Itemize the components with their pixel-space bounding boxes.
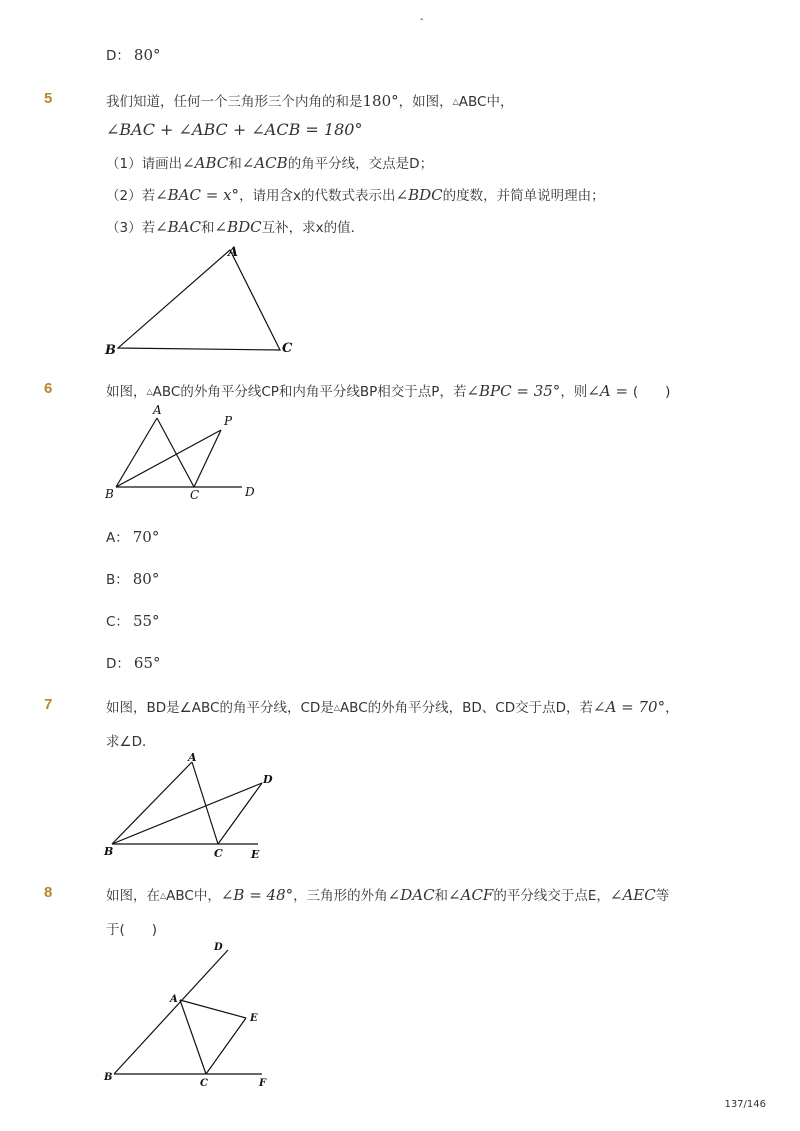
option-value: 80° [132, 570, 160, 588]
q6-text: 如图， [106, 384, 147, 400]
q8-text: 和 [434, 888, 449, 904]
triangle-symbol-icon: △ [452, 97, 459, 106]
q5-text: ABC中， [458, 94, 514, 110]
q6-text: ( ) [632, 384, 671, 400]
point-label-f: F [259, 1078, 267, 1089]
q6-figure [100, 400, 270, 502]
line-ce [206, 1018, 246, 1074]
q5-math: ∠BAC [155, 218, 201, 236]
point-label-c: C [282, 341, 293, 356]
q5-equation: ∠BAC + ∠ABC + ∠ACB = 180° [106, 120, 363, 139]
q8-stem [106, 884, 669, 904]
point-label-a: A [228, 245, 239, 260]
point-label-a: A [188, 751, 197, 764]
point-label-c: C [214, 847, 223, 860]
q7-figure [100, 750, 273, 862]
q7-stem [106, 696, 679, 716]
point-label-d: D [214, 942, 223, 953]
q7-line2: 求∠D． [106, 734, 156, 750]
q5-text: ，请用含x的代数式表示出 [239, 188, 396, 204]
q8-text: ABC中， [166, 888, 221, 904]
q8-math: ∠ACF [448, 886, 494, 904]
q7-text: 如图，BD是∠ABC的角平分线，CD是 [106, 700, 334, 716]
triangle-abc [118, 250, 280, 350]
q5-math: 180° [362, 92, 399, 110]
point-label-e: E [251, 848, 260, 861]
q6-option-c[interactable] [106, 610, 160, 630]
q8-figure [100, 938, 280, 1090]
q7-math: ∠A = 70° [593, 698, 666, 716]
point-label-b: B [104, 1072, 113, 1083]
q8-math: ∠B = 48° [220, 886, 294, 904]
line-ba [112, 762, 192, 844]
q6-math: ∠BPC = 35° [466, 382, 561, 400]
point-label-a: A [170, 994, 178, 1005]
triangle-symbol-icon: △ [160, 891, 167, 900]
triangle-symbol-icon: △ [146, 387, 153, 396]
point-label-d: D [245, 485, 255, 499]
question-number-5: 5 [44, 90, 53, 107]
q5-text: （2）若 [106, 188, 156, 204]
option-label: A： [106, 530, 129, 546]
q5-text: ，如图， [398, 94, 453, 110]
point-label-c: C [190, 488, 200, 502]
point-label-c: C [200, 1078, 208, 1089]
question-number-7: 7 [44, 696, 53, 713]
question-number-6: 6 [44, 380, 53, 397]
q6-text: ，则 [560, 384, 588, 400]
q5-math: ∠ABC [182, 154, 229, 172]
q6-option-d[interactable] [106, 652, 161, 672]
q8-line2: 于( ) [106, 922, 158, 938]
q5-triangle-figure [100, 238, 300, 360]
q8-text: ，三角形的外角 [293, 888, 388, 904]
q6-option-a[interactable] [106, 526, 159, 546]
top-mark: - [420, 14, 424, 25]
point-label-b: B [105, 487, 114, 501]
q6-math: ∠A = [587, 382, 633, 400]
q5-text: （1）请画出 [106, 156, 183, 172]
q6-option-b[interactable] [106, 568, 159, 588]
question-number-8: 8 [44, 884, 53, 901]
q5-text: 的角平分线，交点是D； [287, 156, 434, 172]
q5-math: ∠ACB [241, 154, 288, 172]
q7-text: ， [665, 700, 679, 716]
q5-math: ∠BAC = x° [155, 186, 240, 204]
prev-option-d [106, 44, 161, 64]
q5-text: 和 [228, 156, 242, 172]
option-value: 80° [133, 46, 161, 64]
point-label-e: E [250, 1013, 258, 1024]
option-label: C： [106, 614, 129, 630]
triangle-symbol-icon: △ [333, 703, 340, 712]
page-counter: 137/146 [724, 1099, 766, 1110]
q6-stem [106, 380, 670, 400]
line-cp [194, 430, 221, 487]
q7-text: ABC的外角平分线，BD、CD交于点D，若 [339, 700, 593, 716]
point-label-b: B [105, 343, 116, 358]
q5-line1 [106, 90, 513, 110]
line-bd [114, 950, 228, 1074]
option-label: D： [106, 48, 130, 64]
q8-math: ∠AEC [609, 886, 656, 904]
option-value: 55° [132, 612, 160, 630]
line-ba [116, 418, 157, 487]
option-label: D： [106, 656, 130, 672]
line-ac [157, 418, 194, 487]
q5-text: （3）若 [106, 220, 156, 236]
q5-math: ∠BDC [214, 218, 262, 236]
option-value: 70° [132, 528, 160, 546]
q5-part3 [106, 216, 364, 236]
point-label-d: D [263, 773, 273, 786]
option-value: 65° [133, 654, 161, 672]
option-label: B： [106, 572, 129, 588]
q8-math: ∠DAC [387, 886, 435, 904]
q5-text: 的度数，并简单说明理由； [442, 188, 605, 204]
q5-part2 [106, 184, 605, 204]
point-label-b: B [104, 845, 114, 858]
line-ae [180, 1000, 246, 1018]
line-ac [180, 1000, 206, 1074]
q8-text: 的平分线交于点E， [493, 888, 610, 904]
q6-text: ABC的外角平分线CP和内角平分线BP相交于点P，若 [152, 384, 467, 400]
q5-text: 我们知道，任何一个三角形三个内角的和是 [106, 94, 363, 110]
point-label-p: P [224, 414, 233, 428]
q5-math: ∠BDC [395, 186, 443, 204]
q8-text: 如图，在 [106, 888, 160, 904]
point-label-a: A [153, 403, 162, 417]
q5-part1 [106, 152, 433, 172]
q5-text: 和 [201, 220, 215, 236]
q5-text: 互补，求x的值． [261, 220, 365, 236]
q8-text: 等 [655, 888, 670, 904]
